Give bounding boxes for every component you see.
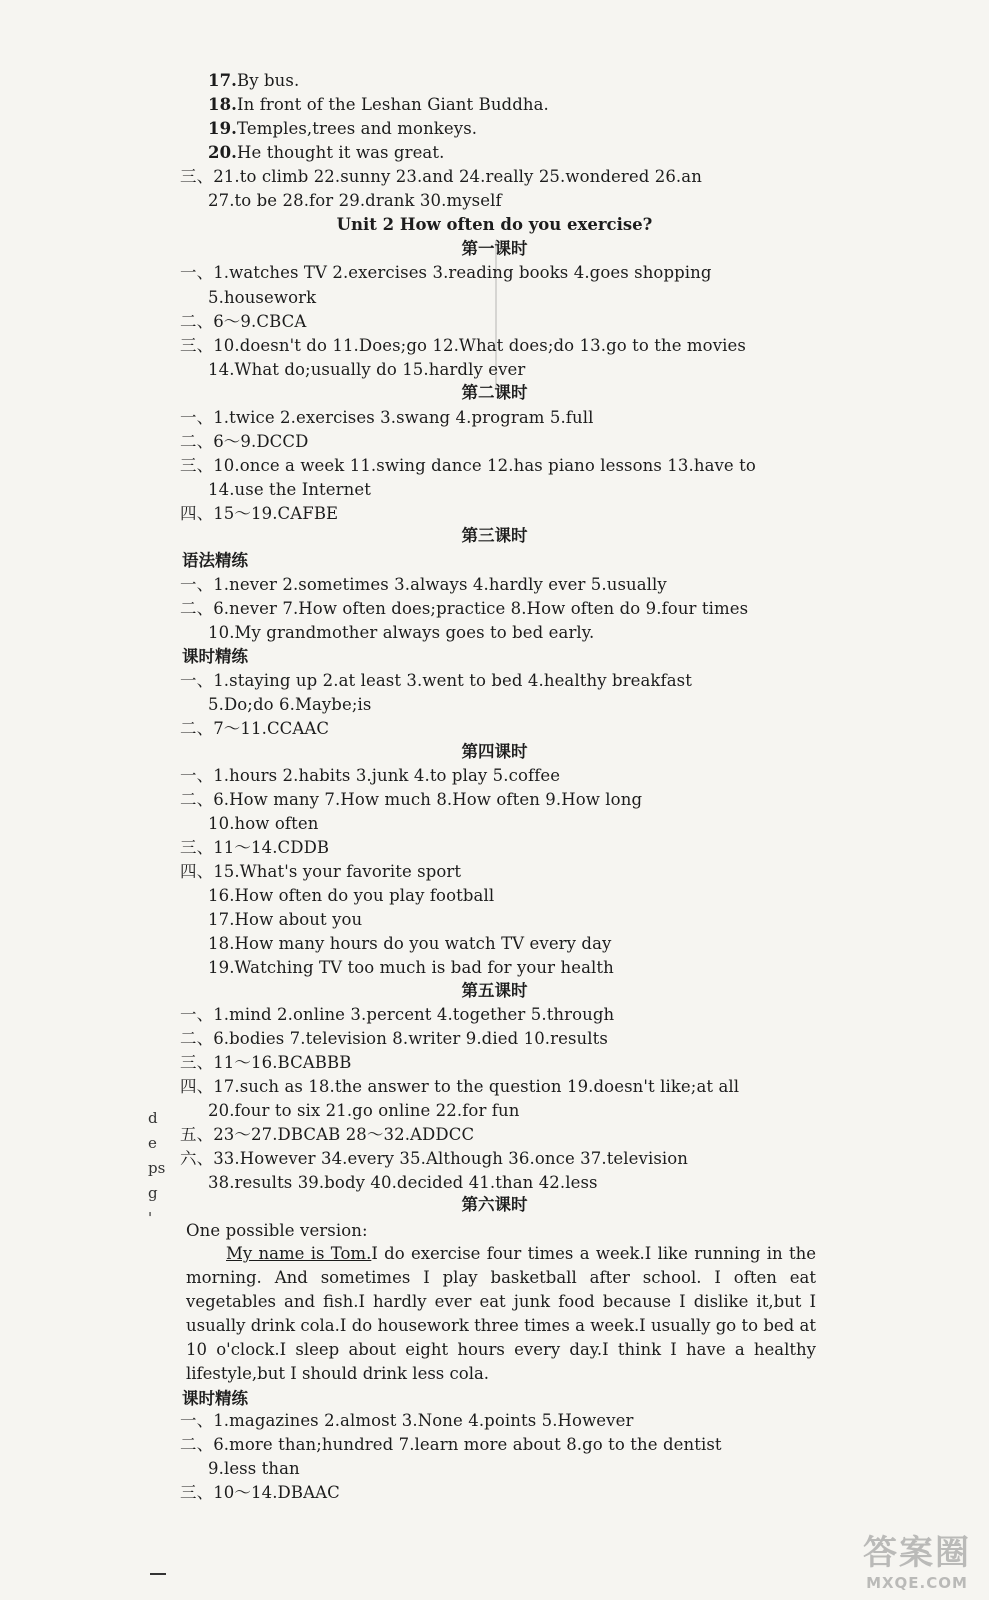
lesson5-line7: 六、33.However 34.every 35.Although 36.once 37.television bbox=[180, 1149, 689, 1168]
lesson5-line8: 38.results 39.body 40.decided 41.than 42.less bbox=[208, 1173, 598, 1192]
lesson1-line3: 二、6～9.CBCA bbox=[180, 312, 307, 331]
lesson4-line7: 17.How about you bbox=[208, 910, 363, 929]
lesson2-line5: 四、15～19.CAFBE bbox=[180, 504, 339, 523]
lesson3-line4: 一、1.staying up 2.at least 3.went to bed 4.healthy breakfast bbox=[180, 671, 692, 690]
answer-20: 20.He thought it was great. bbox=[208, 143, 445, 162]
lesson1-title: 第一课时 bbox=[461, 239, 528, 258]
lesson4-line2: 二、6.How many 7.How much 8.How often 9.How long bbox=[180, 790, 643, 809]
watermark-logo: 答案圈 MXQE.COM bbox=[863, 1533, 971, 1592]
lesson3-line6: 二、7～11.CCAAC bbox=[180, 719, 330, 738]
lesson4-line1: 一、1.hours 2.habits 3.junk 4.to play 5.coffee bbox=[180, 766, 561, 785]
unit-title: Unit 2 How often do you exercise? bbox=[336, 215, 653, 234]
lesson1-line1: 一、1.watches TV 2.exercises 3.reading books 4.goes shopping bbox=[180, 263, 712, 282]
lesson4-line5: 四、15.What's your favorite sport bbox=[180, 862, 462, 881]
margin-fragment: d bbox=[148, 1109, 158, 1127]
lesson4-line6: 16.How often do you play football bbox=[208, 886, 495, 905]
essay-body: I do exercise four times a week.I like running in the morning. And sometimes I play basketball after school. I often eat vegetables and fish.I hardly ever eat junk food because I dislike it,but I usually drink cola.I do housework three times a week.I usually go to bed at 10 o'clock.I sleep about eight hours every day.I think I have a healthy lifestyle,but I should drink less cola. bbox=[186, 1244, 816, 1383]
answer-17: 17.By bus. bbox=[208, 71, 300, 90]
lesson3-line3: 10.My grandmother always goes to bed early. bbox=[208, 623, 595, 642]
lesson6-line2: 二、6.more than;hundred 7.learn more about 8.go to the dentist bbox=[180, 1435, 722, 1454]
lesson2-line3: 三、10.once a week 11.swing dance 12.has piano lessons 13.have to bbox=[180, 456, 756, 475]
lesson4-line9: 19.Watching TV too much is bad for your health bbox=[208, 958, 614, 977]
margin-fragment: ' bbox=[148, 1209, 153, 1227]
lesson4-title: 第四课时 bbox=[461, 742, 528, 761]
essay-intro: One possible version: bbox=[186, 1221, 368, 1240]
lesson-practice-heading: 课时精练 bbox=[182, 647, 248, 666]
margin-fragment: e bbox=[148, 1134, 157, 1152]
answer-19: 19.Temples,trees and monkeys. bbox=[208, 119, 478, 138]
lesson6-line3: 9.less than bbox=[208, 1459, 300, 1478]
lesson3-title: 第三课时 bbox=[461, 526, 528, 545]
lesson4-line3: 10.how often bbox=[208, 814, 319, 833]
essay-underlined-phrase: My name is Tom. bbox=[226, 1244, 372, 1263]
lesson6-title: 第六课时 bbox=[461, 1195, 528, 1214]
lesson1-line4: 三、10.doesn't do 11.Does;go 12.What does;do 13.go to the movies bbox=[180, 336, 746, 355]
lesson5-title: 第五课时 bbox=[461, 981, 528, 1000]
lesson3-line1: 一、1.never 2.sometimes 3.always 4.hardly ever 5.usually bbox=[180, 575, 667, 594]
lesson5-line5: 20.four to six 21.go online 22.for fun bbox=[208, 1101, 520, 1120]
page-dash-mark bbox=[150, 1573, 166, 1575]
lesson2-line4: 14.use the Internet bbox=[208, 480, 371, 499]
lesson2-line1: 一、1.twice 2.exercises 3.swang 4.program 5.full bbox=[180, 408, 594, 427]
lesson5-line2: 二、6.bodies 7.television 8.writer 9.died 10.results bbox=[180, 1029, 608, 1048]
lesson3-line2: 二、6.never 7.How often does;practice 8.How often do 9.four times bbox=[180, 599, 749, 618]
lesson1-line2: 5.housework bbox=[208, 288, 317, 307]
lesson4-line4: 三、11～14.CDDB bbox=[180, 838, 330, 857]
lesson5-line6: 五、23～27.DBCAB 28～32.ADDCC bbox=[180, 1125, 475, 1144]
grammar-practice-heading: 语法精练 bbox=[182, 551, 248, 570]
margin-fragment: g bbox=[148, 1184, 158, 1202]
lesson6-line1: 一、1.magazines 2.almost 3.None 4.points 5.However bbox=[180, 1411, 634, 1430]
lesson6-practice-heading: 课时精练 bbox=[182, 1389, 248, 1408]
lesson5-line1: 一、1.mind 2.online 3.percent 4.together 5.through bbox=[180, 1005, 615, 1024]
part3-line2: 27.to be 28.for 29.drank 30.myself bbox=[208, 191, 502, 210]
margin-fragment: ps bbox=[148, 1159, 166, 1177]
lesson1-line5: 14.What do;usually do 15.hardly ever bbox=[208, 360, 526, 379]
lesson4-line8: 18.How many hours do you watch TV every day bbox=[208, 934, 612, 953]
lesson6-line4: 三、10～14.DBAAC bbox=[180, 1483, 340, 1502]
answer-18: 18.In front of the Leshan Giant Buddha. bbox=[208, 95, 549, 114]
lesson5-line4: 四、17.such as 18.the answer to the question 19.doesn't like;at all bbox=[180, 1077, 740, 1096]
lesson2-line2: 二、6～9.DCCD bbox=[180, 432, 309, 451]
lesson2-title: 第二课时 bbox=[461, 383, 528, 402]
part3-line1: 三、21.to climb 22.sunny 23.and 24.really 25.wondered 26.an bbox=[180, 167, 702, 186]
lesson5-line3: 三、11～16.BCABBB bbox=[180, 1053, 352, 1072]
lesson3-line5: 5.Do;do 6.Maybe;is bbox=[208, 695, 372, 714]
model-essay bbox=[186, 1242, 816, 1386]
